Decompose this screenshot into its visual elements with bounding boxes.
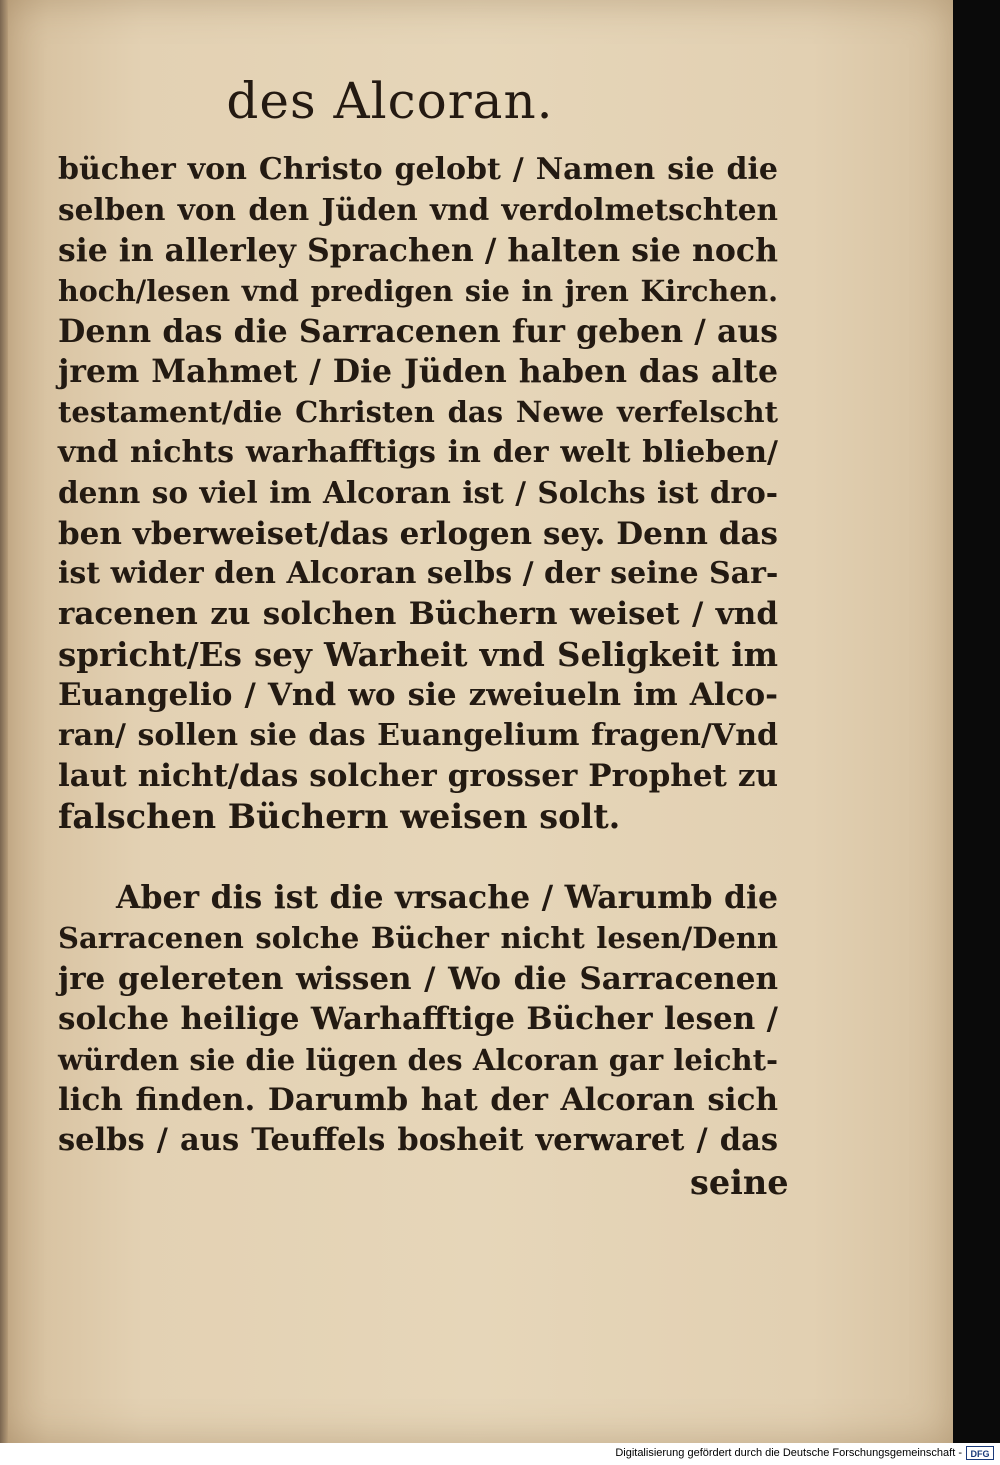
text-line: laut nicht/das solcher grosser Prophet zu: [58, 758, 778, 795]
funding-credit: Digitalisierung gefördert durch die Deutsche Forschungsgemeinschaft -: [615, 1447, 962, 1459]
text-line: würden sie die lügen des Alcoran gar leicht-: [58, 1042, 778, 1077]
text-line: hoch/lesen vnd predigen sie in jren Kirchen.: [58, 274, 778, 309]
text-line: Denn das die Sarracenen fur geben / aus: [58, 312, 778, 350]
page-binding-edge: [0, 0, 8, 1443]
text-line: ran/ sollen sie das Euangelium fragen/Vnd: [58, 717, 778, 753]
text-line: jrem Mahmet / Die Jüden haben das alte: [58, 353, 778, 391]
text-line: Aber dis ist die vrsache / Warumb die: [116, 878, 778, 916]
text-line: Euangelio / Vnd wo sie zweiueln im Alco-: [58, 677, 778, 714]
text-line: selben von den Jüden vnd verdolmetschten: [58, 192, 778, 228]
text-line: Sarracenen solche Bücher nicht lesen/Denn: [58, 921, 778, 956]
text-line: selbs / aus Teuffels bosheit verwaret / das: [58, 1122, 778, 1159]
running-title: des Alcoran.: [226, 72, 554, 130]
text-line: sie in allerley Sprachen / halten sie noch: [58, 231, 778, 269]
footer-bar: [0, 1443, 1000, 1465]
main-text-block: [58, 150, 778, 1161]
text-line: racenen zu solchen Büchern weiset / vnd: [58, 596, 778, 633]
catchword: seine: [690, 1163, 789, 1202]
text-line: falschen Büchern weisen solt.: [58, 796, 621, 836]
text-line: solche heilige Warhafftige Bücher lesen /: [58, 1001, 778, 1038]
text-line: denn so viel im Alcoran ist / Solchs ist dro-: [58, 475, 778, 511]
text-line: testament/die Christen das Newe verfelscht: [58, 395, 778, 430]
text-line: spricht/Es sey Warheit vnd Seligkeit im: [58, 634, 778, 674]
text-line: lich finden. Darumb hat der Alcoran sich: [58, 1081, 778, 1118]
text-line: bücher von Christo gelobt / Namen sie die: [58, 152, 778, 187]
text-line: ben vberweiset/das erlogen sey. Denn das: [58, 515, 778, 552]
text-line: vnd nichts warhafftigs in der welt blieben/: [58, 434, 778, 470]
text-line: ist wider den Alcoran selbs / der seine Sar-: [58, 556, 779, 592]
paragraph-2: [58, 878, 778, 1161]
paragraph-1: [58, 150, 778, 837]
text-line: jre gelereten wissen / Wo die Sarracenen: [58, 960, 778, 997]
dfg-logo-icon: DFG: [966, 1446, 994, 1460]
